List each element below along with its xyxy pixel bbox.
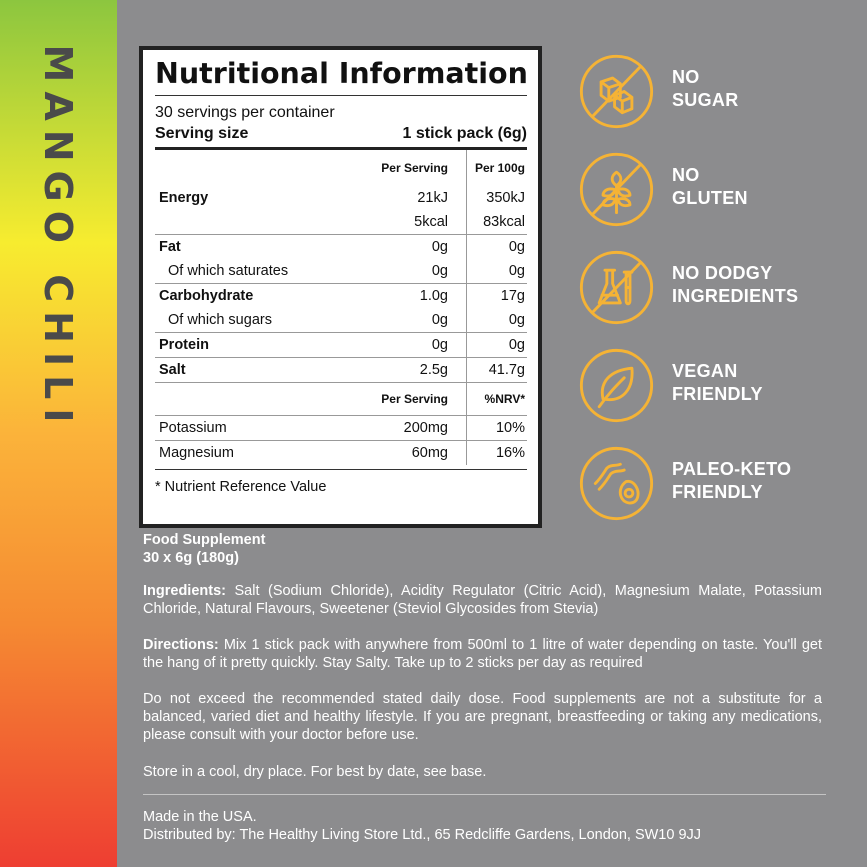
ingredients-text: Ingredients: Salt (Sodium Chloride), Acidity Regulator (Citric Acid), Magnesium Malate, Potassium Chloride, Natural Flavours, Sweetener (Steviol Glycosides from Stevia) bbox=[143, 583, 822, 617]
table-row: Magnesium 60mg 16% bbox=[155, 440, 527, 465]
paleo-keto-friendly-label: PALEO-KETO FRIENDLY bbox=[672, 459, 792, 502]
sugar-cubes-icon bbox=[578, 53, 655, 130]
manufacturer-info: Made in the USA. Distributed by: The Healthy Living Store Ltd., 65 Redcliffe Gardens, London, SW10 9JJ bbox=[143, 809, 702, 843]
serving-size-row bbox=[155, 125, 527, 150]
no-dodgy-ingredients-label: NO DODGY INGREDIENTS bbox=[672, 263, 799, 306]
nutrition-table bbox=[155, 150, 527, 465]
no-gluten-label: NO GLUTEN bbox=[672, 165, 748, 208]
divider bbox=[143, 794, 826, 795]
table-row: Of which sugars 0g 0g bbox=[155, 308, 527, 333]
table-row: Fat 0g 0g bbox=[155, 234, 527, 259]
warning-text: Do not exceed the recommended stated daily dose. Food supplements are not a substitute for a balanced, varied diet and healthy lifestyle. If you are pregnant, breastfeeding or taking any medications, please consult with your doctor before use. bbox=[143, 691, 822, 743]
serving-size-value: 1 stick pack (6g) bbox=[402, 124, 527, 142]
flask-icon bbox=[578, 249, 655, 326]
table-header bbox=[155, 382, 527, 415]
flavor-name: MANGO CHILI bbox=[36, 44, 80, 432]
column-header: %NRV* bbox=[467, 382, 528, 415]
table-row: Carbohydrate 1.0g 17g bbox=[155, 283, 527, 308]
no-sugar-label: NO SUGAR bbox=[672, 67, 739, 110]
table-row: Protein 0g 0g bbox=[155, 332, 527, 357]
directions-text: Directions: Mix 1 stick pack with anywhere from 500ml to 1 litre of water depending on taste. You'll get the hang of it pretty quickly. Stay Salty. Take up to 2 sticks per day as required bbox=[143, 637, 822, 671]
table-row: Of which saturates 0g 0g bbox=[155, 259, 527, 284]
table-header bbox=[155, 150, 527, 186]
serving-size-label: Serving size bbox=[155, 124, 249, 142]
storage-text: Store in a cool, dry place. For best by date, see base. bbox=[143, 764, 487, 780]
bacon-avocado-icon bbox=[578, 445, 655, 522]
vegan-friendly-label: VEGAN FRIENDLY bbox=[672, 361, 763, 404]
table-row: Energy 21kJ 350kJ bbox=[155, 186, 527, 210]
column-header: Per Serving bbox=[344, 150, 467, 186]
food-supplement-info: Food Supplement 30 x 6g (180g) bbox=[143, 532, 266, 566]
column-header: Per Serving bbox=[344, 382, 467, 415]
table-row: Salt 2.5g 41.7g bbox=[155, 357, 527, 382]
column-header: Per 100g bbox=[474, 160, 525, 175]
wheat-icon bbox=[578, 151, 655, 228]
nrv-footnote: * Nutrient Reference Value bbox=[155, 469, 527, 495]
nutrition-panel bbox=[139, 46, 542, 528]
flavor-stripe bbox=[0, 0, 117, 867]
table-row: Potassium 200mg 10% bbox=[155, 415, 527, 440]
leaf-icon bbox=[578, 347, 655, 424]
servings-per-container: 30 servings per container bbox=[155, 103, 335, 121]
table-row: 5kcal 83kcal bbox=[155, 210, 527, 235]
nutrition-title: Nutritional Information bbox=[155, 60, 527, 96]
